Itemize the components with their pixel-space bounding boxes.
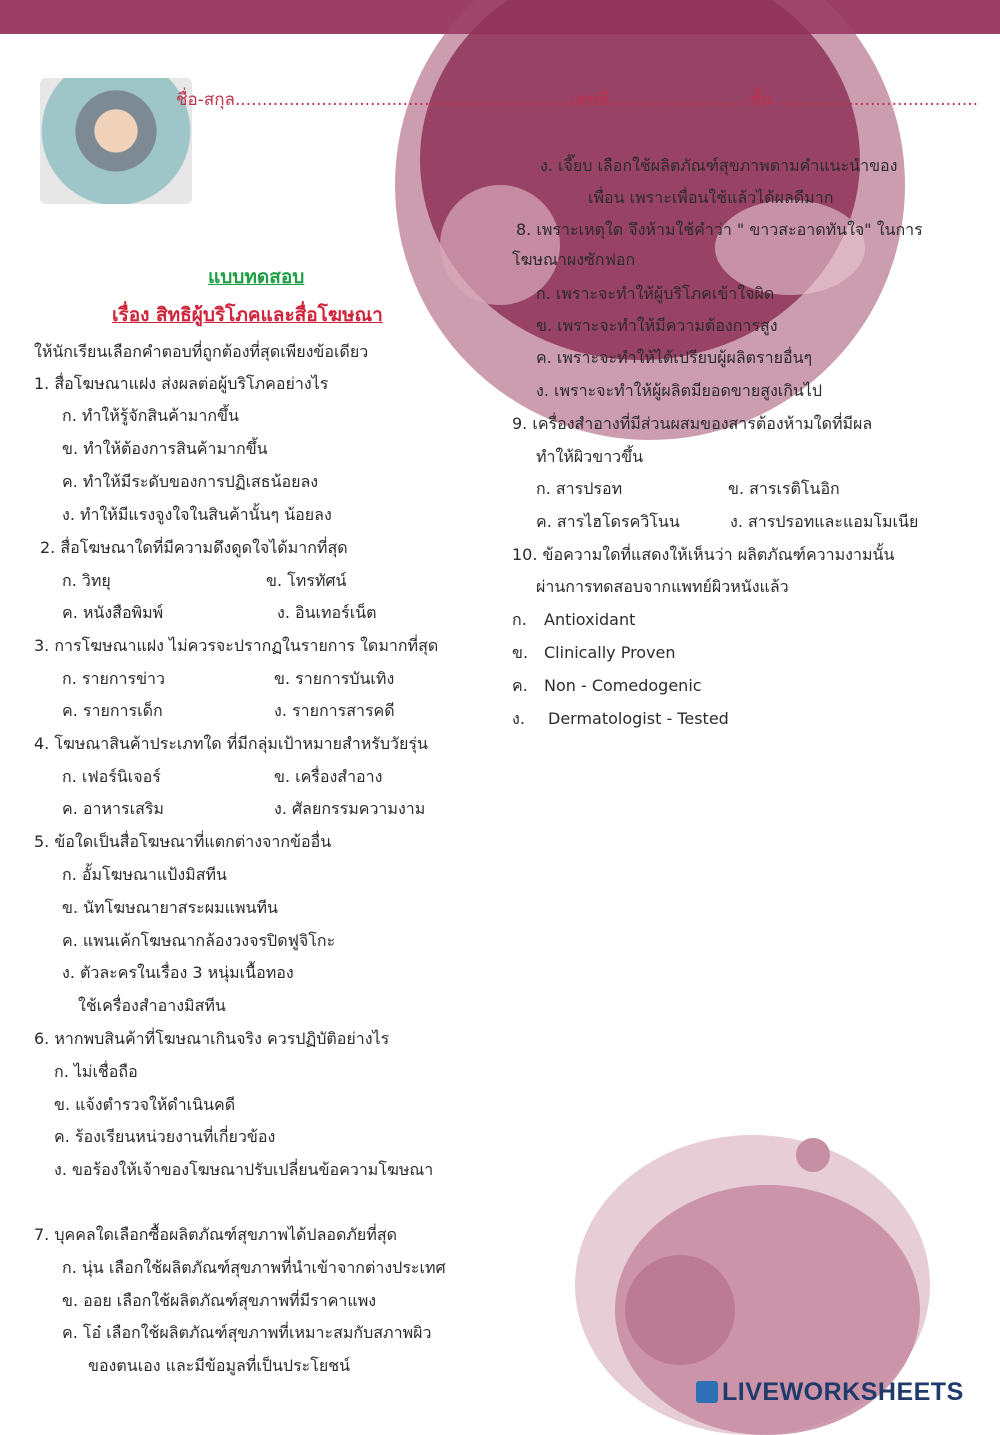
q8-option-c[interactable]: ค. เพราะจะทำให้ได้เปรียบผู้ผลิตรายอื่นๆ bbox=[536, 348, 813, 367]
q1-option-c[interactable]: ค. ทำให้มีระดับของการปฏิเสธน้อยลง bbox=[62, 472, 319, 491]
q10-option-b-letter: ข. bbox=[512, 643, 529, 662]
q7-option-d-continued: เพื่อน เพราะเพื่อนใช้แล้วได้ผลดีมาก bbox=[588, 188, 834, 207]
decorative-circle bbox=[796, 1138, 830, 1172]
liveworksheets-logo[interactable] bbox=[696, 1378, 964, 1407]
teacher-photo bbox=[40, 78, 192, 204]
q10-option-d[interactable]: Dermatologist - Tested bbox=[548, 709, 729, 728]
q1-option-d[interactable]: ง. ทำให้มีแรงจูงใจในสินค้านั้นๆ น้อยลง bbox=[62, 505, 332, 524]
q7-option-a[interactable]: ก. นุ่น เลือกใช้ผลิตภัณฑ์สุขภาพที่นำเข้าจากต่างประเทศ bbox=[62, 1258, 446, 1277]
q6-option-b[interactable]: ข. แจ้งตำรวจให้ดำเนินคดี bbox=[54, 1095, 236, 1114]
decorative-circle bbox=[625, 1255, 735, 1365]
q2-option-c[interactable]: ค. หนังสือพิมพ์ bbox=[62, 603, 164, 622]
q10-option-a[interactable]: Antioxidant bbox=[544, 610, 636, 629]
q3-option-b[interactable]: ข. รายการบันเทิง bbox=[274, 669, 395, 688]
q9-option-b[interactable]: ข. สารเรติโนอิก bbox=[728, 479, 840, 498]
q6-option-a[interactable]: ก. ไม่เชื่อถือ bbox=[54, 1062, 138, 1081]
question-10-continued: ผ่านการทดสอบจากแพทย์ผิวหนังแล้ว bbox=[536, 577, 789, 596]
question-8: 8. เพราะเหตุใด จึงห้ามใช้คำว่า " ขาวสะอาดทันใจ" ในการ bbox=[516, 220, 923, 239]
question-1: 1. สื่อโฆษณาแฝง ส่งผลต่อผู้บริโภคอย่างไร bbox=[34, 374, 329, 393]
q3-option-d[interactable]: ง. รายการสารคดี bbox=[274, 701, 395, 720]
q7-option-d[interactable]: ง. เจี๊ยบ เลือกใช้ผลิตภัณฑ์สุขภาพตามคำแนะนำของ bbox=[540, 156, 898, 175]
q5-option-d-continued: ใช้เครื่องสำอางมิสทีน bbox=[78, 996, 226, 1015]
q3-option-a[interactable]: ก. รายการข่าว bbox=[62, 669, 165, 688]
logo-text: LIVEWORKSHEETS bbox=[722, 1378, 964, 1406]
question-3: 3. การโฆษณาแฝง ไม่ควรจะปรากฏในรายการ ใดมากที่สุด bbox=[34, 636, 439, 655]
q7-option-c[interactable]: ค. โอ๋ เลือกใช้ผลิตภัณฑ์สุขภาพที่เหมาะสมกับสภาพผิว bbox=[62, 1323, 432, 1342]
q5-option-a[interactable]: ก. อั้มโฆษณาแป้งมิสทีน bbox=[62, 865, 227, 884]
q4-option-d[interactable]: ง. ศัลยกรรมความงาม bbox=[274, 799, 426, 818]
q6-option-d[interactable]: ง. ขอร้องให้เจ้าของโฆษณาปรับเปลี่ยนข้อความโฆษณา bbox=[54, 1160, 434, 1179]
q9-option-d[interactable]: ง. สารปรอทและแอมโมเนีย bbox=[730, 512, 919, 531]
q1-option-a[interactable]: ก. ทำให้รู้จักสินค้ามากขึ้น bbox=[62, 406, 239, 425]
q6-option-c[interactable]: ค. ร้องเรียนหน่วยงานที่เกี่ยวข้อง bbox=[54, 1127, 276, 1146]
q10-option-c[interactable]: Non - Comedogenic bbox=[544, 676, 702, 695]
q5-option-b[interactable]: ข. นัทโฆษณายาสระผมแพนทีน bbox=[62, 898, 278, 917]
student-info-line[interactable]: ชื่อ-สกุล..............................................................เลขที่..........................ชั้น ..................................... bbox=[176, 90, 979, 110]
question-2: 2. สื่อโฆษณาใดที่มีความดึงดูดใจได้มากที่สุด bbox=[40, 538, 348, 557]
question-9-continued: ทำให้ผิวขาวขึ้น bbox=[536, 447, 644, 466]
question-5: 5. ข้อใดเป็นสื่อโฆษณาที่แตกต่างจากข้ออื่น bbox=[34, 832, 332, 851]
q2-option-a[interactable]: ก. วิทยุ bbox=[62, 571, 111, 590]
worksheet-subject: เรื่อง สิทธิผู้บริโภคและสื่อโฆษณา bbox=[112, 304, 383, 326]
question-8-continued: โฆษณาผงซักฟอก bbox=[512, 250, 636, 269]
q3-option-c[interactable]: ค. รายการเด็ก bbox=[62, 701, 163, 720]
q4-option-c[interactable]: ค. อาหารเสริม bbox=[62, 799, 164, 818]
q10-option-a-letter: ก. bbox=[512, 610, 527, 629]
question-9: 9. เครื่องสำอางที่มีส่วนผสมของสารต้องห้ามใดที่มีผล bbox=[512, 414, 873, 433]
q8-option-b[interactable]: ข. เพราะจะทำให้มีความต้องการสูง bbox=[536, 316, 778, 335]
worksheet-title: แบบทดสอบ bbox=[208, 266, 305, 288]
q9-option-c[interactable]: ค. สารไฮโดรควิโนน bbox=[536, 512, 680, 531]
q7-option-b[interactable]: ข. ออย เลือกใช้ผลิตภัณฑ์สุขภาพที่มีราคาแพง bbox=[62, 1291, 377, 1310]
question-6: 6. หากพบสินค้าที่โฆษณาเกินจริง ควรปฏิบัติอย่างไร bbox=[34, 1029, 390, 1048]
q4-option-b[interactable]: ข. เครื่องสำอาง bbox=[274, 767, 383, 786]
instruction-text: ให้นักเรียนเลือกคำตอบที่ถูกต้องที่สุดเพียงข้อเดียว bbox=[34, 342, 369, 361]
live-badge-icon bbox=[696, 1381, 718, 1403]
q5-option-c[interactable]: ค. แพนเค้กโฆษณากล้องวงจรปิดฟูจิโกะ bbox=[62, 931, 336, 950]
q9-option-a[interactable]: ก. สารปรอท bbox=[536, 479, 623, 498]
q1-option-b[interactable]: ข. ทำให้ต้องการสินค้ามากขึ้น bbox=[62, 439, 268, 458]
q8-option-d[interactable]: ง. เพราะจะทำให้ผู้ผลิตมียอดขายสูงเกินไป bbox=[536, 381, 823, 400]
q8-option-a[interactable]: ก. เพราะจะทำให้ผู้บริโภคเข้าใจผิด bbox=[536, 284, 775, 303]
question-7: 7. บุคคลใดเลือกซื้อผลิตภัณฑ์สุขภาพได้ปลอดภัยที่สุด bbox=[34, 1225, 398, 1244]
q10-option-c-letter: ค. bbox=[512, 676, 528, 695]
q10-option-d-letter: ง. bbox=[512, 709, 525, 728]
q2-option-d[interactable]: ง. อินเทอร์เน็ต bbox=[277, 603, 377, 622]
q2-option-b[interactable]: ข. โทรทัศน์ bbox=[266, 571, 347, 590]
q7-option-c-continued: ของตนเอง และมีข้อมูลที่เป็นประโยชน์ bbox=[88, 1356, 351, 1375]
question-4: 4. โฆษณาสินค้าประเภทใด ที่มีกลุ่มเป้าหมายสำหรับวัยรุ่น bbox=[34, 734, 428, 753]
question-10: 10. ข้อความใดที่แสดงให้เห็นว่า ผลิตภัณฑ์ความงามนั้น bbox=[512, 545, 895, 564]
q5-option-d[interactable]: ง. ตัวละครในเรื่อง 3 หนุ่มเนื้อทอง bbox=[62, 963, 294, 982]
q4-option-a[interactable]: ก. เฟอร์นิเจอร์ bbox=[62, 767, 161, 786]
q10-option-b[interactable]: Clinically Proven bbox=[544, 643, 676, 662]
decorative-circle bbox=[715, 200, 865, 295]
